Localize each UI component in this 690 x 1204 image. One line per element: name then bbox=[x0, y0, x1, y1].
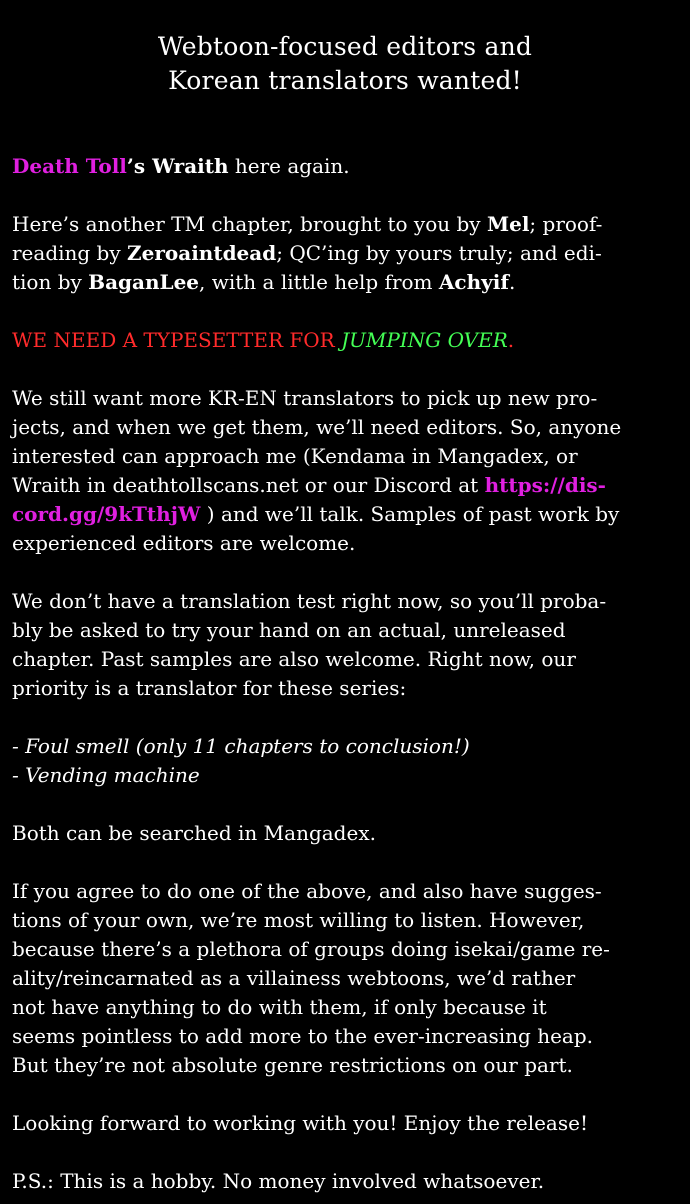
intro-line bbox=[12, 152, 684, 181]
intro-rest: here again. bbox=[228, 154, 350, 178]
title-line-2: Korean translators wanted! bbox=[168, 66, 522, 95]
series-jumping-over: JUMPING OVER bbox=[341, 328, 508, 352]
genre-line-4: ality/reincarnated as a villainess webtoons, we’d rather bbox=[12, 966, 576, 990]
discord-link-part-2[interactable]: cord.gg/9kTthjW bbox=[12, 502, 201, 526]
genre-line-7: But they’re not absolute genre restrictions on our part. bbox=[12, 1053, 573, 1077]
genre-line-5: not have anything to do with them, if only because it bbox=[12, 995, 547, 1019]
recruit-line-4 bbox=[12, 471, 684, 500]
author-name: Wraith bbox=[152, 154, 229, 178]
recruit-line-2: jects, and when we get them, we’ll need editors. So, anyone bbox=[12, 415, 622, 439]
page-title bbox=[0, 30, 690, 98]
recruit-text: Wraith in deathtollscans.net or our Discord at bbox=[12, 473, 485, 497]
genre-line-1: If you agree to do one of the above, and also have sugges- bbox=[12, 879, 602, 903]
recruit-text: ) and we’ll talk. Samples of past work by bbox=[200, 502, 620, 526]
credits-text: reading by bbox=[12, 241, 128, 265]
genre-line-3: because there’s a plethora of groups doing isekai/game re- bbox=[12, 937, 610, 961]
credits-text: ; proof- bbox=[529, 212, 603, 236]
credits-text: Here’s another TM chapter, brought to you by bbox=[12, 212, 487, 236]
genre-line-2: tions of your own, we’re most willing to listen. However, bbox=[12, 908, 585, 932]
credits-text: tion by bbox=[12, 270, 89, 294]
recruit-line-5 bbox=[12, 500, 684, 529]
credits-line-2 bbox=[12, 239, 684, 268]
test-line-3: chapter. Past samples are also welcome. Right now, our bbox=[12, 647, 576, 671]
credit-bagan: BaganLee bbox=[88, 270, 200, 294]
credits-line-1 bbox=[12, 210, 684, 239]
test-line-4: priority is a translator for these series: bbox=[12, 676, 407, 700]
possessive: ’s bbox=[126, 154, 153, 178]
credits-text: , with a little help from bbox=[199, 270, 439, 294]
credit-zero: Zeroaintdead bbox=[127, 241, 277, 265]
closing-line: Looking forward to working with you! Enjoy the release! bbox=[12, 1111, 588, 1135]
credit-achyif: Achyif bbox=[438, 270, 509, 294]
test-line-2: bly be asked to try your hand on an actual, unreleased bbox=[12, 618, 566, 642]
search-note: Both can be searched in Mangadex. bbox=[12, 821, 376, 845]
recruit-line-6: experienced editors are welcome. bbox=[12, 531, 356, 555]
typesetter-text: WE NEED A TYPESETTER FOR bbox=[12, 328, 342, 352]
typesetter-dot: . bbox=[507, 328, 515, 352]
credits-text: ; QC’ing by yours truly; and edi- bbox=[276, 241, 602, 265]
credits-line-3 bbox=[12, 268, 684, 297]
ps-line: P.S.: This is a hobby. No money involved whatsoever. bbox=[12, 1169, 545, 1193]
recruit-line-1: We still want more KR-EN translators to pick up new pro- bbox=[12, 386, 598, 410]
series-item: - Foul smell (only 11 chapters to conclusion!) bbox=[12, 734, 470, 758]
credits-text: . bbox=[508, 270, 516, 294]
genre-line-6: seems pointless to add more to the ever-increasing heap. bbox=[12, 1024, 594, 1048]
test-line-1: We don’t have a translation test right now, so you’ll proba- bbox=[12, 589, 607, 613]
discord-link-part-1[interactable]: https://dis- bbox=[484, 473, 606, 497]
title-line-1: Webtoon-focused editors and bbox=[157, 32, 533, 61]
notice-body bbox=[12, 152, 684, 1196]
typesetter-callout bbox=[12, 326, 684, 355]
credit-mel: Mel bbox=[486, 212, 530, 236]
recruit-line-3: interested can approach me (Kendama in Mangadex, or bbox=[12, 444, 578, 468]
series-item: - Vending machine bbox=[12, 763, 200, 787]
group-name: Death Toll bbox=[12, 154, 127, 178]
